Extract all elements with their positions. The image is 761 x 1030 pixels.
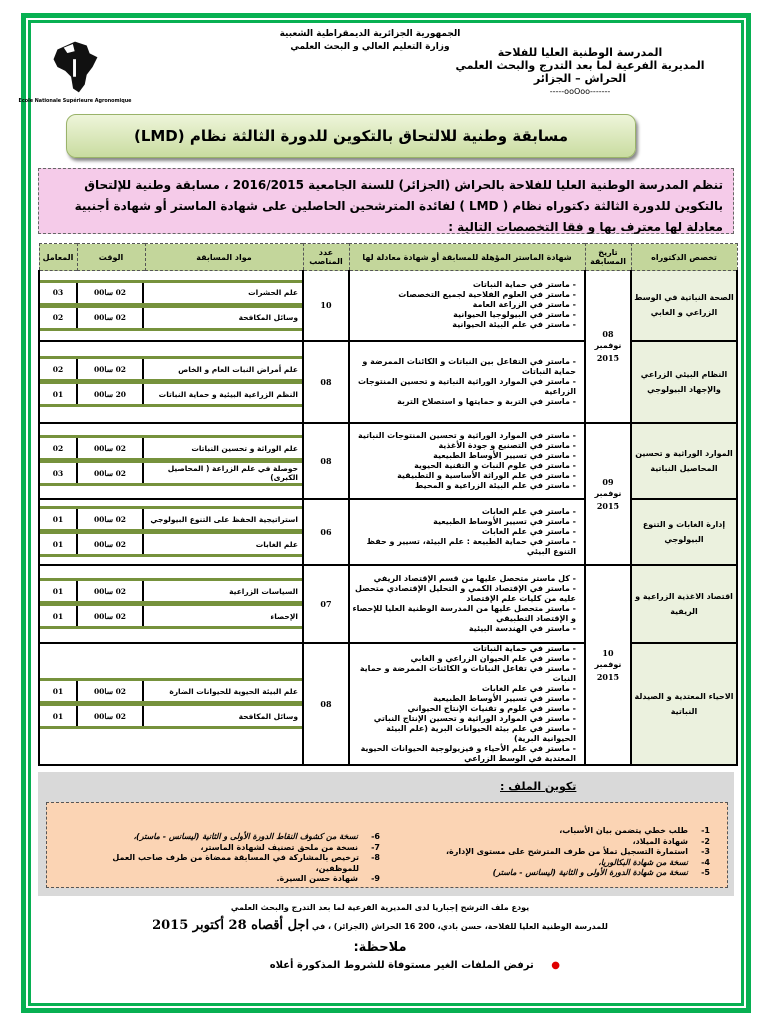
subjects-cell — [39, 271, 303, 341]
deposit-address: للمدرسة الوطنية العليا للفلاحة، حسن بادي، 200 16 الحراش (الجزائر) ، في — [311, 922, 608, 931]
file-item-text: نسخة من شهادة البكالوريا، — [598, 857, 688, 867]
subject-name: وسائل المكافحة — [238, 711, 298, 721]
specialty-cell: الاحياء المعتدية و الصيدلة النباتية — [631, 643, 737, 765]
master-item: - ماستر في حماية النباتات — [350, 280, 576, 290]
subject-row — [40, 531, 302, 557]
specialty-cell: النظام البيئي الزراعي والإجهاد البيولوجي — [631, 341, 737, 423]
date-cell — [585, 565, 631, 765]
masters-cell — [349, 423, 585, 499]
table-row — [39, 271, 737, 341]
date-cell — [585, 423, 631, 565]
file-item-number: 1- — [701, 826, 710, 835]
file-item — [420, 826, 710, 837]
specialty-cell: اقتصاد الاغذية الزراعية و الريفية — [631, 565, 737, 643]
file-item — [420, 868, 710, 879]
ministry-line-2: وزارة التعليم العالي و البحث العلمي — [290, 42, 450, 52]
date-month: نوفمبر — [594, 659, 622, 669]
subjects-cell — [39, 643, 303, 765]
posts-cell: 08 — [303, 423, 349, 499]
svg-text:Ecole Nationale Supérieure Agr: Ecole Nationale Supérieure Agronomique — [18, 98, 132, 105]
master-item: - ماستر في علوم و تقنيات الإنتاج الحيواني — [350, 704, 576, 714]
posts-cell: 07 — [303, 565, 349, 643]
master-item: - ماستر في علم البيئة الزراعية و المحيط — [350, 481, 576, 491]
master-item: - ماستر في حماية الطبيعة : علم البيئة، تسيير و حفظ التنوع البيئي — [350, 537, 576, 557]
specialty-cell: الموارد الوراثية و تحسين المحاصيل النباتية — [631, 423, 737, 499]
subject-name: علم الوراثة و تحسين النباتات — [191, 443, 298, 453]
files-list-right — [420, 826, 710, 879]
master-item: - ماستر في علم الغابات — [350, 507, 576, 517]
file-item — [80, 853, 380, 874]
table-row — [39, 499, 737, 565]
subject-coef: 02 — [52, 443, 64, 453]
date-month: نوفمبر — [594, 488, 622, 498]
specialty-cell: الصحة النباتية في الوسط الزراعي و الغابي — [631, 271, 737, 341]
subjects-cell — [39, 565, 303, 643]
header-subjects: مواد المسابقة — [145, 244, 303, 271]
file-item — [420, 858, 710, 869]
master-item: - ماستر في الإقتصاد الكمي و التحليل الإقتصادي متحصل عليه من كليات علم الإقتصاد — [350, 584, 576, 604]
date-day: 10 — [602, 647, 614, 658]
deposit-line-2 — [100, 918, 660, 933]
master-item: - ماستر في التصنيع و جودة الأغذية — [350, 441, 576, 451]
note-text: ترفض الملفات الغير مستوفاة للشروط المذكورة أعلاه — [269, 960, 534, 971]
file-item — [80, 843, 380, 854]
master-item: - ماستر في الزراعة العامة — [350, 300, 576, 310]
master-item: - ماستر متحصل عليها من المدرسة الوطنية العليا للإحصاء و الإقتصاد التطبيقي — [350, 604, 576, 624]
file-item — [80, 874, 380, 885]
subject-row — [40, 506, 302, 532]
file-item-text: نسخة من كشوف النقاط الدورة الأولى و الثانية (ليسانس - ماستر)، — [133, 832, 358, 841]
file-item-number: 5- — [701, 868, 710, 877]
school-header — [420, 46, 740, 98]
masters-cell — [349, 643, 585, 765]
deposit-deadline: اجل أقصاه 28 أكتوبر 2015 — [152, 918, 310, 933]
file-item-number: 3- — [701, 847, 710, 856]
header-time: الوقت — [77, 244, 145, 271]
master-item: - ماستر في علم الوراثة الأساسية و التطبيقية — [350, 471, 576, 481]
master-item: - كل ماستر متحصل عليها من قسم الإقتصاد الريفي — [350, 574, 576, 584]
subject-row — [40, 678, 302, 704]
file-item — [420, 847, 710, 858]
note-item — [200, 960, 560, 971]
master-item: - ماستر في الموارد الوراثية النباتية و تحسين المنتوجات الزراعية — [350, 377, 576, 397]
master-item: - ماستر في الموارد الوراثية و تحسين المنتوجات النباتية — [350, 431, 576, 441]
master-item: - ماستر في علوم النبات و التقنية الحيوية — [350, 461, 576, 471]
subject-row — [40, 356, 302, 382]
school-separator: -------ooOoo----- — [549, 87, 611, 96]
subject-name: السياسات الزراعية — [229, 586, 298, 596]
bullet-icon: ● — [551, 960, 560, 971]
subject-row — [40, 381, 302, 407]
master-item: - ماستر في علم الأحياء و فيزيولوجية الحيوانات الحيوية المعتدية في الوسط الزراعي — [350, 744, 576, 764]
subject-name: علم البيئة الحيوية للحيوانات الضارة — [169, 686, 298, 696]
specialty-cell: إدارة الغابات و التنوع البيولوجي — [631, 499, 737, 565]
master-item: - ماستر في البيولوجيا الحيوانية — [350, 310, 576, 320]
subject-time: 02 سا00 — [76, 706, 144, 726]
posts-cell: 10 — [303, 271, 349, 341]
master-item: - ماستر في علم الحيوان الزراعي و الغابي — [350, 654, 576, 664]
subject-time: 02 سا00 — [76, 359, 144, 379]
subject-row — [40, 280, 302, 306]
file-item-number: 2- — [701, 836, 710, 846]
subject-row — [40, 435, 302, 461]
file-item-text: شهادة حسن السيرة. — [276, 874, 358, 883]
master-item: - ماستر في التفاعل بين النباتات و الكائنات الممرضة و حماية النباتات — [350, 357, 576, 377]
master-item: - ماستر في العلوم الفلاحية لجميع التخصصات — [350, 290, 576, 300]
file-item-text: نسخة من ملحق تصنيف لشهادة الماستر، — [200, 842, 358, 852]
header-masters: شهادة الماستر المؤهلة للمسابقة أو شهادة معادلة لها — [349, 244, 585, 271]
subject-coef: 02 — [52, 364, 64, 374]
file-item — [420, 837, 710, 848]
school-location: الحراش – الجزائر — [533, 72, 627, 85]
master-item: - ماستر في التربة و حمايتها و استصلاح التربة — [350, 397, 576, 407]
file-item-text: شهادة الميلاد، — [632, 836, 688, 846]
subjects-cell — [39, 341, 303, 423]
africa-map-logo-icon — [18, 28, 132, 106]
master-item: - ماستر في علم الغابات — [350, 527, 576, 537]
subject-time: 02 سا00 — [76, 438, 144, 458]
subject-coef: 03 — [52, 468, 64, 478]
file-item-number: 8- — [371, 853, 380, 862]
subject-name: وسائل المكافحة — [238, 313, 298, 323]
subject-row — [40, 578, 302, 604]
subject-coef: 01 — [52, 711, 64, 721]
subject-name: استراتيجية الحفظ على التنوع البيولوجي — [150, 514, 298, 524]
header-posts: عدد المناصب — [303, 244, 349, 271]
subject-row — [40, 703, 302, 729]
file-item-number: 7- — [371, 842, 380, 852]
table-row — [39, 565, 737, 643]
subject-name: علم الحشرات — [248, 288, 298, 298]
note-title: ملاحظة: — [353, 940, 407, 955]
date-year: 2015 — [596, 500, 620, 511]
file-item-text: ترخيص بالمشاركة في المسابقة ممضاة من طرف صاحب العمل للموظفين، — [112, 853, 360, 873]
subject-coef: 01 — [52, 611, 64, 621]
specialties-table — [38, 243, 738, 766]
posts-cell: 06 — [303, 499, 349, 565]
subject-coef: 01 — [52, 389, 64, 399]
master-item: - ماستر في الهندسة البيئية — [350, 624, 576, 634]
file-item-number: 9- — [371, 874, 380, 883]
file-item-text: نسخة من شهادة الدورة الأولى و الثانية (ليسانس - ماستر) — [492, 868, 688, 877]
page-title: مسابقة وطنية للالتحاق بالتكوين للدورة الثالثة نظام (LMD) — [66, 114, 636, 158]
subject-name: علم الغابات — [255, 539, 298, 549]
master-item: - ماستر في الموارد الوراثية و تحسين الإنتاج النباتي — [350, 714, 576, 724]
files-list-left — [80, 832, 380, 885]
file-item — [80, 832, 380, 843]
masters-cell — [349, 271, 585, 341]
subject-time: 02 سا00 — [76, 681, 144, 701]
subjects-cell — [39, 423, 303, 499]
posts-cell: 08 — [303, 341, 349, 423]
subject-row — [40, 460, 302, 486]
file-item-number: 6- — [371, 832, 380, 841]
subject-time: 02 سا00 — [76, 534, 144, 554]
date-cell — [585, 271, 631, 423]
date-day: 08 — [602, 329, 614, 340]
subject-coef: 03 — [52, 288, 64, 298]
master-item: - ماستر في حماية النباتات — [350, 644, 576, 654]
subject-time: 02 سا00 — [76, 606, 144, 626]
posts-cell: 08 — [303, 643, 349, 765]
date-year: 2015 — [596, 353, 620, 364]
subject-coef: 01 — [52, 686, 64, 696]
subject-time: 02 سا00 — [76, 463, 144, 483]
master-item: - ماستر في تفاعل النباتات و الكائنات الممرضة و حماية النبات — [350, 664, 576, 684]
subject-row — [40, 603, 302, 629]
master-item: - ماستر في علم بيئة الحيوانات البرية (علم البيئة الحيوانية البرية) — [350, 724, 576, 744]
subject-coef: 01 — [52, 514, 64, 524]
school-name: المدرسة الوطنية العليا للفلاحة — [497, 46, 663, 59]
header-date: تاريخ المسابقة — [585, 244, 631, 271]
intro-paragraph: تنظم المدرسة الوطنية العليا للفلاحة بالحراش (الجزائر) للسنة الجامعية 2016/2015 ، مسابقة وطنية للإلتحاق بالتكوين للدورة الثالثة دكتوراه نظام ( LMD ) لفائدة المترشحين الحاصلين على شهادة الماستر أو شهادة أجنبية معادلة لها معترف بها و فقا التخصصات التالية : — [38, 168, 734, 234]
date-month: نوفمبر — [594, 341, 622, 351]
subjects-cell — [39, 499, 303, 565]
masters-cell — [349, 341, 585, 423]
table-row — [39, 643, 737, 765]
subject-time: 02 سا00 — [76, 581, 144, 601]
subject-row — [40, 305, 302, 331]
subject-name: النظم الزراعية البيئية و حماية النباتات — [158, 389, 298, 399]
files-title: تكوين الملف : — [500, 780, 577, 793]
master-item: - ماستر في تسيير الأوساط الطبيعية — [350, 694, 576, 704]
masters-cell — [349, 565, 585, 643]
table-header-row — [39, 244, 737, 271]
ministry-line-1: الجمهورية الجزائرية الديمقراطية الشعبية — [279, 29, 461, 39]
master-item: - ماستر في تسيير الأوساط الطبيعية — [350, 517, 576, 527]
file-item-number: 4- — [701, 857, 710, 867]
subject-time: 20 سا00 — [76, 384, 144, 404]
subject-time: 02 سا00 — [76, 308, 144, 328]
school-department: المديرية الفرعية لما بعد التدرج والبحث العلمي — [455, 59, 705, 72]
deposit-line-1: يودع ملف الترشح إجباريا لدى المديرية الفرعية لما بعد التدرج والبحث العلمي — [230, 903, 530, 912]
subject-name: علم أمراض النبات العام و الخاص — [178, 364, 298, 374]
subject-coef: 02 — [52, 313, 64, 323]
subject-name: حوصلة في علم الزراعة ( المحاصيل الكبرى) — [167, 464, 298, 482]
date-year: 2015 — [596, 671, 620, 682]
subject-coef: 01 — [52, 539, 64, 549]
subject-time: 02 سا00 — [76, 283, 144, 303]
file-item-text: طلب خطي يتضمن بيان الأسباب، — [559, 826, 688, 835]
header-specialty: تخصص الدكتوراه — [631, 244, 737, 271]
header-coef: المعامل — [39, 244, 77, 271]
master-item: - ماستر في تسيير الأوساط الطبيعية — [350, 451, 576, 461]
subject-name: الإحصاء — [270, 611, 298, 621]
date-day: 09 — [602, 476, 614, 487]
master-item: - ماستر في علم البيئة الحيوانية — [350, 320, 576, 330]
masters-cell — [349, 499, 585, 565]
subject-time: 02 سا00 — [76, 509, 144, 529]
table-row — [39, 423, 737, 499]
table-row — [39, 341, 737, 423]
file-item-text: استمارة التسجيل تملأ من طرف المترشح على مستوى الإدارة، — [445, 847, 688, 856]
master-item: - ماستر في علم الغابات — [350, 684, 576, 694]
subject-coef: 01 — [52, 586, 64, 596]
